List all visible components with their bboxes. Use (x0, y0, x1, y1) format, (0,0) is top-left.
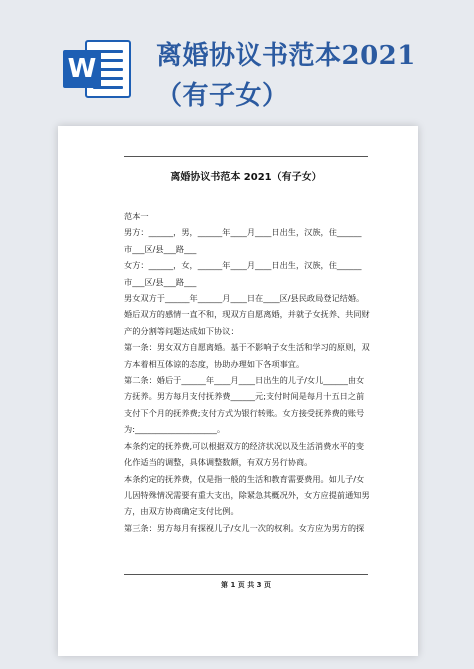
page-number: 第 1 页 共 3 页 (221, 581, 271, 589)
paragraph: 范本一 (124, 211, 149, 221)
paragraph: 市___区/县___路___ (124, 276, 197, 287)
document-title: 离婚协议书范本 2021（有子女） (170, 172, 322, 183)
banner-title: 离婚协议书范本2021（有子女） (156, 41, 416, 111)
page-top-rule (124, 156, 368, 157)
paragraph: 第三条：男方每月有探视儿子/女儿一次的权利。女方应为男方的探 (124, 522, 365, 533)
paragraph: 男女双方于______年______月____日在____区/县民政局登记结婚。婚后双方的感情一直不和，现双方自愿离婚，并就子女抚养、共同财产的分割等问题达成如下协议： (124, 293, 370, 336)
paragraph: 本条约定的抚养费,可以根据双方的经济状况以及生活消费水平的变化作适当的调整，具体调整数额，有双方另行协商。 (124, 440, 365, 468)
word-w-icon: W (63, 50, 101, 88)
paragraph: 女方：______，女，______年____月____日出生，汉族，住______ (124, 260, 362, 271)
banner (0, 0, 474, 120)
paragraph: 男方：______，男，______年____月____日出生，汉族，住______ (124, 227, 362, 238)
paragraph: 本条约定的抚养费，仅是指一般的生活和教育需要费用。如儿子/女儿因特殊情况需要有重大支出，除紧急其概况外，女方应提前通知男方，由双方协商确定支付比例。 (124, 473, 370, 517)
paragraph: 第二条：婚后于______年____月____日出生的儿子/女儿______由女方抚养。男方每月支付抚养费______元;支付时间是每月十五日之前支付下个月的抚养费;支付方式为银行转账。女方接受抚养费的账号为:____________________。 (124, 375, 365, 435)
page-bottom-rule (124, 574, 368, 575)
document-body (124, 208, 372, 536)
paragraph: 市___区/县___路___ (124, 243, 197, 254)
paragraph: 第一条：男女双方自愿离婚。基于不影响子女生活和学习的原则，双方本着相互体谅的态度，协助办理如下各项事宜。 (124, 342, 370, 369)
word-document-icon (63, 36, 135, 102)
